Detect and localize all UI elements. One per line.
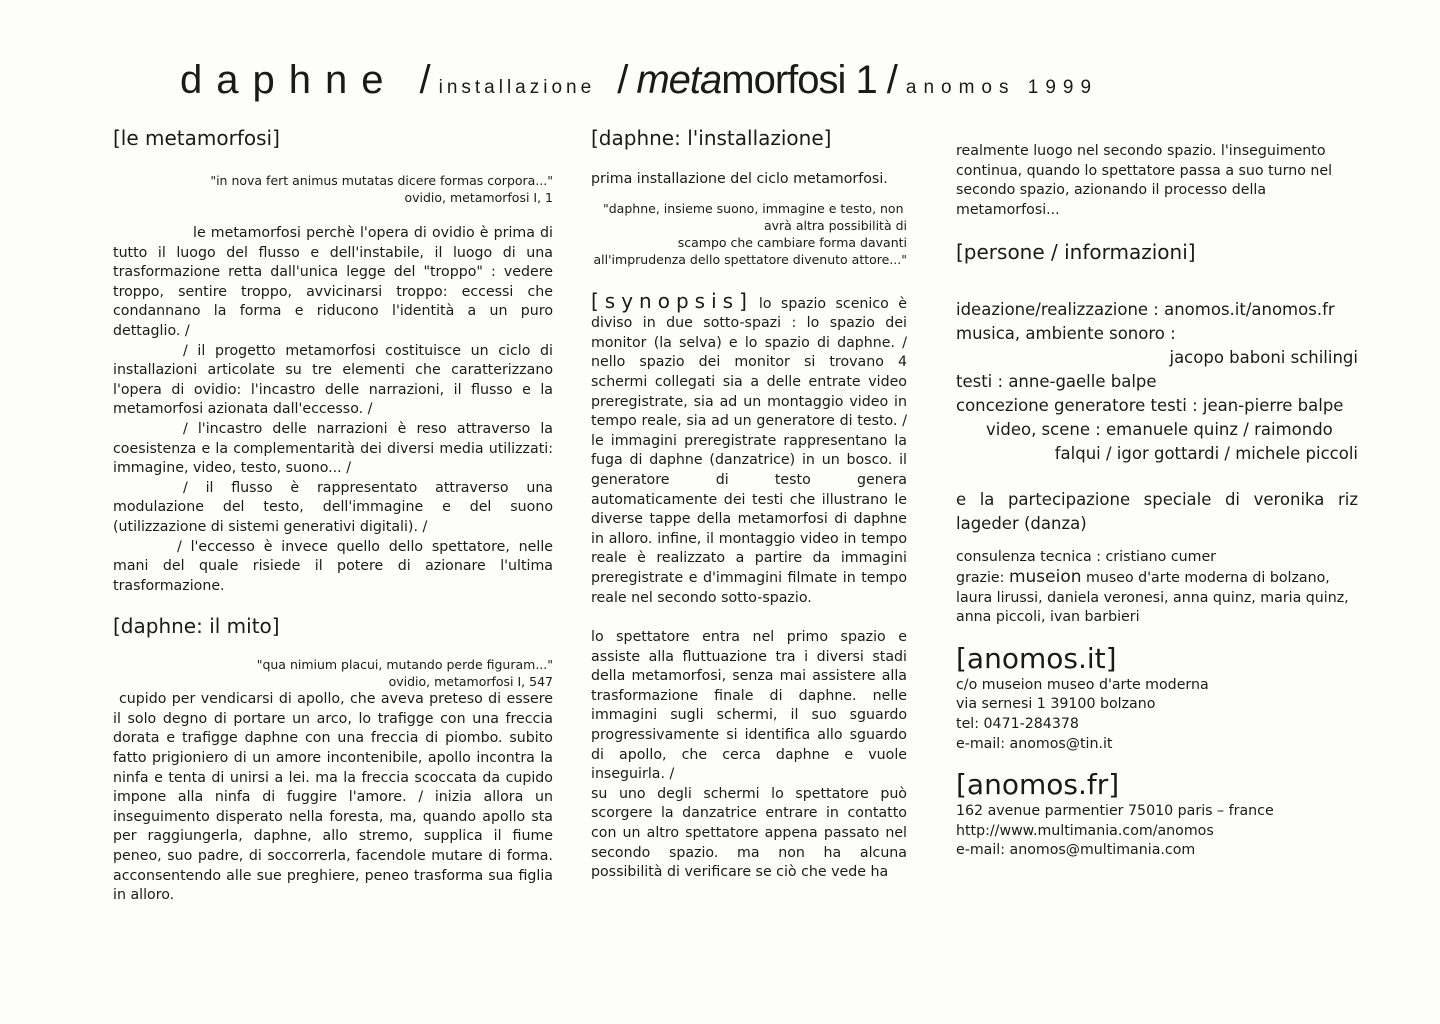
credit-line: consulenza tecnica : cristiano cumer — [956, 549, 1217, 566]
paragraph: / il progetto metamorfosi costituisce un ciclo di installazioni articolate su tre elementi che caratterizzano l'opera di ovidio: l'incastro delle narrazioni, il flusso e la metamorfosi azionata dall'eccesso. / — [113, 342, 553, 418]
credit-line: video, scene : emanuele quinz / raimondo — [986, 420, 1333, 440]
quote-line: all'imprudenza dello spettatore divenuto attore..." — [593, 251, 907, 267]
column-left — [113, 124, 553, 906]
paragraph: / l'incastro delle narrazioni è reso attraverso la coesistenza e la complementarità dei diversi media utilizzati: immagine, video, testo, suono... / — [113, 420, 553, 477]
anomos-it-heading: [anomos.it] — [956, 641, 1117, 675]
paragraph: realmente luogo nel secondo spazio. l'inseguimento continua, quando lo spettatore passa a suo turno nel secondo spazio, azionando il processo della metamorfosi... — [956, 143, 1333, 218]
thanks-paragraph — [956, 568, 1358, 628]
synopsis-paragraph — [591, 288, 907, 609]
quote-line: scampo che cambiare forma davanti — [677, 234, 907, 250]
section-heading: [le metamorfosi] — [113, 126, 280, 150]
email-line: e-mail: anomos@multimania.com — [956, 842, 1196, 859]
quote-source: ovidio, metamorfosi I, 547 — [388, 674, 553, 690]
title-meta: meta — [636, 58, 722, 102]
phone-line: tel: 0471-284378 — [956, 715, 1079, 732]
title-separator: / — [617, 58, 629, 102]
paragraph: prima installazione del ciclo metamorfosi. — [591, 171, 888, 187]
paragraph: le metamorfosi perchè l'opera di ovidio è prima di tutto il luogo del flusso e dell'instabile, il luogo di una trasformazione retta dall'unica legge del "troppo" : vedere troppo, sentire troppo, avvicinarsi troppo: eccessi che condannano la forma e riducono l'identità a un puro dettaglio. / — [113, 225, 553, 339]
title-morfosi: morfosi 1 — [721, 58, 877, 102]
quote-line: "qua nimium placui, mutando perde figuram..." — [256, 657, 553, 673]
address-line: c/o museion museo d'arte moderna — [956, 676, 1209, 693]
column-right — [956, 142, 1358, 861]
title-anomos: anomos 1999 — [905, 77, 1099, 98]
title-separator: / — [419, 58, 431, 102]
section-heading: [persone / informazioni] — [956, 240, 1196, 265]
synopsis-heading: [synopsis] — [591, 288, 753, 313]
credit-line: musica, ambiente sonoro : — [956, 324, 1176, 344]
credit-line: jacopo baboni schilingi — [1169, 348, 1358, 368]
quote-line: avrà altra possibilità di — [763, 217, 907, 233]
quote-source: ovidio, metamorfosi I, 1 — [404, 190, 553, 205]
quote-line: "in nova fert animus mutatas dicere formas corpora..." — [210, 173, 553, 188]
museion-name: museion — [1008, 566, 1082, 587]
title-installazione: installazione — [438, 77, 596, 98]
title-separator: / — [886, 58, 898, 102]
thanks-label: grazie: — [956, 569, 1009, 586]
paragraph: lo spettatore entra nel primo spazio e assiste alla fluttuazione tra i diversi stadi della metamorfosi, senza mai assistere alla trasformazione finale di daphne. nelle immagini sugli schermi, il suo sguardo progressivamente si identifica allo sguardo di apollo, che cerca daphne e vuole inseguirla. / — [591, 629, 907, 783]
title-daphne: daphne — [180, 58, 398, 102]
section-heading: [daphne: l'installazione] — [591, 126, 832, 150]
paragraph: / il flusso è rappresentato attraverso una modulazione del testo, dell'immagine e del suono (utilizzazione di sistemi generativi digitali). / — [113, 479, 553, 535]
column-middle — [591, 124, 907, 883]
quote-line: "daphne, insieme suono, immagine e testo, non — [603, 200, 904, 216]
anomos-fr-heading: [anomos.fr] — [956, 768, 1120, 802]
website-line: http://www.multimania.com/anomos — [956, 822, 1214, 839]
document-title — [180, 58, 1280, 108]
paragraph: cupido per vendicarsi di apollo, che aveva preteso di essere il solo degno di portare un arco, lo trafigge con una freccia dorata e trafigge daphne con una freccia di piombo. subito fatto prigioniero di un amore incontenibile, apollo incontra la ninfa e tenta di unirsi a lei. ma la freccia scoccata da cupido impone alla ninfa di fuggire l'amore. / inizia allora un inseguimento disperato nella foresta, ma, quando apollo sta per raggiungerla, daphne, allo stremo, supplica il fiume peneo, suo padre, di soccorrerla, facendole mutare di forma. acconsentendo alle sue preghiere, peneo trasforma sua figlia in alloro. — [113, 691, 553, 904]
credit-line: falqui / igor gottardi / michele piccoli — [1054, 444, 1358, 464]
credit-line: ideazione/realizzazione : anomos.it/anomos.fr — [956, 300, 1335, 320]
credit-line: concezione generatore testi : jean-pierre balpe — [956, 396, 1344, 416]
section-heading: [daphne: il mito] — [113, 614, 280, 639]
address-line: 162 avenue parmentier 75010 paris – france — [956, 803, 1274, 820]
paragraph: su uno degli schermi lo spettatore può scorgere la danzatrice entrare in contatto con un altro spettatore appena passato nel secondo spazio. ma non ha alcuna possibilità di verificare se ciò che vede ha — [591, 785, 907, 881]
email-line: e-mail: anomos@tin.it — [956, 735, 1113, 752]
thanks-list: museo d'arte moderna di bolzano, laura lirussi, daniela veronesi, anna quinz, maria quinz, anna piccoli, ivan barbieri — [956, 569, 1349, 626]
credit-line: testi : anne-gaelle balpe — [956, 372, 1157, 392]
synopsis-text: lo spazio scenico è diviso in due sotto-spazi : lo spazio dei monitor (la selva) e lo spazio di daphne. / nello spazio dei monitor si trovano 4 schermi collegati sia a delle entrate video preregistrate, sia ad un montaggio video in tempo reale, sia ad un generatore di testo. / le immagini preregistrate rappresentano la fuga di daphne (danzatrice) in un bosco. il generatore di testo genera automaticamente dei testi che illustrano le diverse tappe della metamorfosi di daphne in alloro. infine, il montaggio video in tempo reale è realizzato a partire da immagini preregistrate e d'immagini filmate in tempo reale nel secondo sotto-spazio. — [591, 295, 907, 606]
credit-line: e la partecipazione speciale di veronika riz lageder (danza) — [956, 490, 1358, 534]
address-line: via sernesi 1 39100 bolzano — [956, 696, 1156, 713]
paragraph: / l'eccesso è invece quello dello spettatore, nelle mani del quale risiede il potere di azionare l'ultima trasformazione. — [113, 538, 553, 594]
